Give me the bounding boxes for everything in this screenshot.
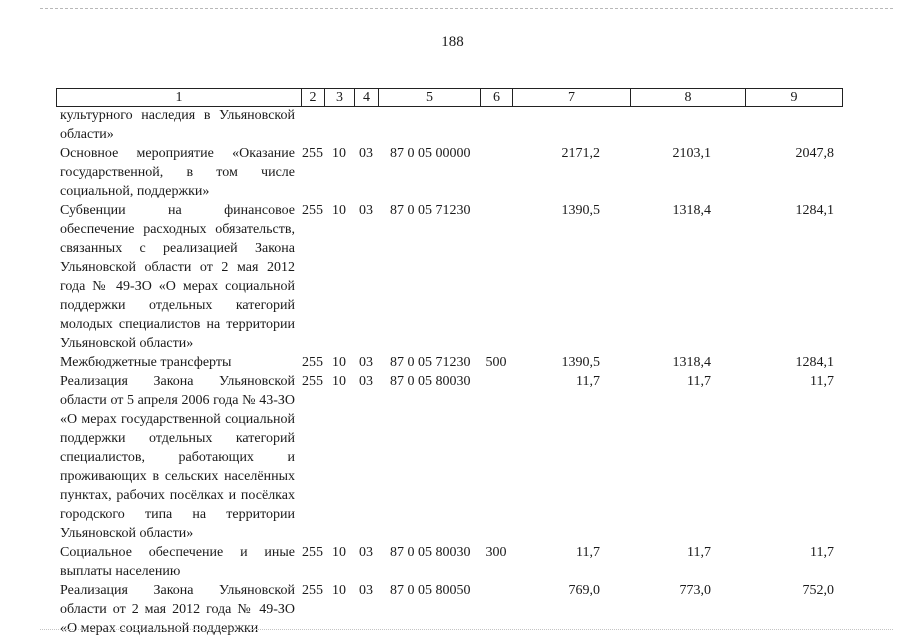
table-row [56,372,842,543]
row-name: Реализация Закона Ульяновской области от 5 апреля 2006 года № 43-ЗО «О мерах государственной социальной поддержки отдельных категорий специалистов, работающих и проживающих в сельских населённых пунктах, рабочих посёлках и посёлках городского типа на территории Ульяновской области» [60,374,295,541]
header-cell-5: 5 [379,89,481,107]
row-name: Социальное обеспечение и иные выплаты населению [60,545,295,579]
expense-type-code: 300 [485,545,507,560]
classification-code: 87 0 05 80030 [390,374,471,389]
amount-col-8: 1318,4 [672,203,711,218]
header-cell-4: 4 [355,89,379,107]
col-2-value: 255 [302,355,323,370]
budget-table-body [56,106,842,638]
header-cell-7: 7 [513,89,631,107]
scan-edge-top [40,8,893,9]
amount-col-9: 2047,8 [795,146,834,161]
amount-col-8: 11,7 [687,545,711,560]
expense-type-code [480,106,512,144]
row-name: Межбюджетные трансферты [60,355,232,370]
col-2-value: 255 [302,583,323,598]
amount-col-7: 2171,2 [561,146,600,161]
table-row [56,201,842,353]
classification-code [378,106,480,144]
amount-col-9: 1284,1 [795,203,834,218]
amount-col-7: 1390,5 [561,355,600,370]
expense-type-code: 500 [485,355,507,370]
col-4-value: 03 [359,146,373,161]
amount-col-8: 773,0 [679,583,711,598]
header-cell-2: 2 [302,89,325,107]
amount-col-9: 752,0 [802,583,834,598]
col-4-value: 03 [359,374,373,389]
row-name: культурного наследия в Ульяновской области» [60,108,295,142]
col-3-value: 10 [332,355,346,370]
classification-code: 87 0 05 71230 [390,203,471,218]
table-row [56,144,842,201]
amount-col-7: 769,0 [568,583,600,598]
col-3-value: 10 [332,146,346,161]
amount-col-9: 11,7 [810,545,834,560]
page-number: 188 [441,34,464,50]
expense-type-code [480,144,512,201]
col-4-value [354,106,378,144]
amount-col-8: 11,7 [687,374,711,389]
amount-col-9 [745,106,842,144]
col-2-value: 255 [302,203,323,218]
amount-col-9: 11,7 [810,374,834,389]
classification-code: 87 0 05 00000 [390,146,471,161]
table-row [56,353,842,372]
header-cell-6: 6 [481,89,513,107]
row-name: Основное мероприятие «Оказание государственной, в том числе социальной, поддержки» [60,146,295,199]
col-4-value: 03 [359,583,373,598]
col-2-value [301,106,324,144]
col-2-value: 255 [302,374,323,389]
amount-col-8: 1318,4 [672,355,711,370]
col-4-value: 03 [359,355,373,370]
scan-edge-bottom [40,629,893,630]
classification-code: 87 0 05 80050 [390,583,471,598]
col-4-value: 03 [359,203,373,218]
col-3-value: 10 [332,583,346,598]
header-cell-1: 1 [57,89,302,107]
col-3-value: 10 [332,203,346,218]
header-cell-3: 3 [325,89,355,107]
table-row [56,106,842,144]
classification-code: 87 0 05 80030 [390,545,471,560]
expense-type-code [480,372,512,543]
header-row [57,89,843,107]
classification-code: 87 0 05 71230 [390,355,471,370]
amount-col-7: 1390,5 [561,203,600,218]
expense-type-code [480,201,512,353]
amount-col-8 [630,106,745,144]
amount-col-7: 11,7 [576,545,600,560]
amount-col-7: 11,7 [576,374,600,389]
col-2-value: 255 [302,146,323,161]
row-name: Реализация Закона Ульяновской области от 2 мая 2012 года № 49-ЗО «О мерах социальной поддержки [60,583,295,636]
col-4-value: 03 [359,545,373,560]
col-2-value: 255 [302,545,323,560]
column-header-table [56,88,843,107]
amount-col-7 [512,106,630,144]
amount-col-8: 2103,1 [672,146,711,161]
col-3-value: 10 [332,374,346,389]
table-row [56,543,842,581]
row-name: Субвенции на финансовое обеспечение расходных обязательств, связанных с реализацией Закона Ульяновской области от 2 мая 2012 года № 49-ЗО «О мерах социальной поддержки отдельных категорий молодых специалистов на территории Ульяновской области» [60,203,295,351]
amount-col-9: 1284,1 [795,355,834,370]
header-cell-9: 9 [746,89,843,107]
header-cell-8: 8 [631,89,746,107]
col-3-value [324,106,354,144]
col-3-value: 10 [332,545,346,560]
